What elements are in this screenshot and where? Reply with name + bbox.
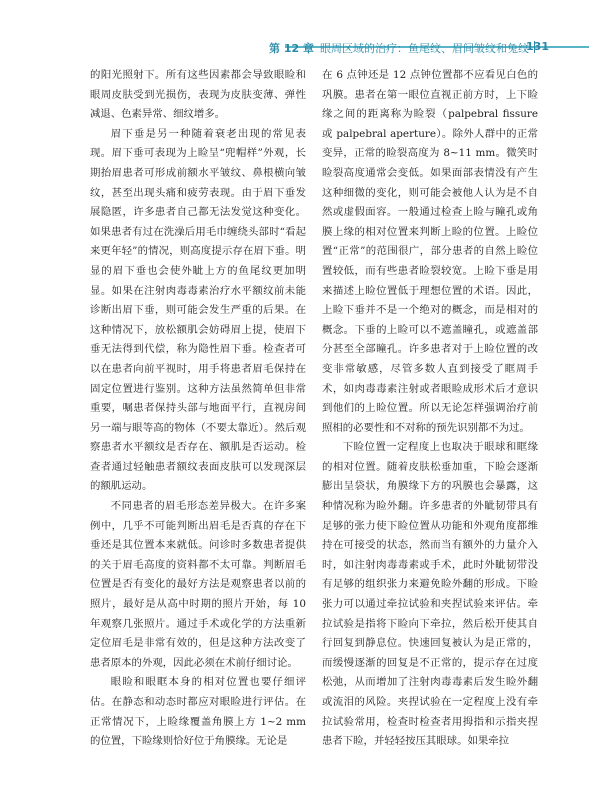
chapter-name: 眼周区域的治疗：鱼尾纹、眉间皱纹和兔纹 (320, 42, 529, 55)
running-header (0, 0, 589, 62)
paragraph: 的阳光照射下。所有这些因素都会导致眼睑和眼周皮肤受到光损伤，表现为皮肤变薄、弹性减退、色素异常、细纹增多。 (90, 69, 306, 121)
paragraph: 下睑位置一定程度上也取决于眼球和眶缘的相对位置。随着皮肤松垂加重，下睑会逐渐膨出呈袋状，角膜缘下方的巩膜也会暴露，这种情况称为睑外翻。许多患者的外眦韧带具有足够的张力使下睑位置从功能和外观角度都维持在可接受的状态，然而当有额外的力量介入时，如注射肉毒毒素或手术，此时外眦韧带没有足够的组织张力来避免睑外翻的形成。下睑张力可以通过牵拉试验和夹捏试验来评估。牵拉试验是指将下睑向下牵拉，然后松开使其自行回复到静息位。快速回复被认为是正常的，而缓慢逐渐的回复是不正常的，提示存在过度松弛，从而增加了注射肉毒毒素后发生睑外翻或流泪的风险。夹捏试验在一定程度上没有牵拉试验常用，检查时检查者用拇指和示指夹捏患者下睑，并轻轻按压其眼球。如果牵拉 (322, 441, 538, 748)
paragraph: 在 6 点钟还是 12 点钟位置都不应看见白色的巩膜。患者在第一眼位直视正前方时，上下睑缘之间的距离称为睑裂（palpebral fissure 或 palpebral aperture）。除外人群中的正常变异，正常的睑裂高度为 8~11 mm。微笑时睑裂高度通常会变低。如果面部表情没有产生这种细微的变化，则可能会被他人认为是不自然或虚假面容。一般通过检查上睑与瞳孔或角膜上缘的相对位置来判断上睑的位置。上睑位置“正常”的范围很广，部分患者的自然上睑位置较低，而有些患者睑裂较宽。上睑下垂是用来描述上睑位置低于理想位置的术语。因此，上睑下垂并不是一个绝对的概念，而是相对的概念。下垂的上睑可以不遮盖瞳孔，或遮盖部分甚至全部瞳孔。许多患者对于上睑位置的改变非常敏感，尽管多数人直到接受了眶周手术，如肉毒毒素注射或者眼睑成形术后才意识到他们的上睑位置。所以无论怎样强调治疗前照相的必要性和不对称的预先识别都不为过。 (322, 69, 538, 434)
chapter-number: 第 12 章 (269, 42, 314, 55)
right-column (322, 66, 538, 752)
paragraph: 眼睑和眼眶本身的相对位置也要仔细评估。在静态和动态时都应对眼睑进行评估。在正常情况下，上睑缘覆盖角膜上方 1~2 mm 的位置，下睑缘则恰好位于角膜缘。无论是 (90, 676, 306, 748)
paragraph: 不同患者的眉毛形态差异极大。在许多案例中，几乎不可能判断出眉毛是否真的存在下垂还是其位置本来就低。问诊时多数患者提供的关于眉毛高度的资料都不太可靠。判断眉毛位置是否有变化的最好方法是观察患者以前的照片，最好是从高中时期的照片开始，每 10 年观察几张照片。通过手术或化学的方法重新定位眉毛是非常有效的，但是这种方法改变了患者原本的外观，因此必须在术前仔细讨论。 (90, 500, 306, 669)
chapter-title (269, 40, 529, 56)
left-column (90, 66, 306, 752)
page-number: 131 (526, 40, 549, 53)
paragraph: 眉下垂是另一种随着衰老出现的常见表现。眉下垂可表现为上睑呈“兜帽样”外观，长期抬眉患者可形成前额水平皱纹、鼻根横向皱纹，甚至出现头痛和疲劳表现。由于眉下垂发展隐匿，许多患者自己都无法发觉这种变化。如果患者有过在洗澡后用毛巾缠绕头部时“看起来更年轻”的情况，则高度提示存在眉下垂。明显的眉下垂也会使外眦上方的鱼尾纹更加明显。如果在注射肉毒毒素治疗水平额纹前未能诊断出眉下垂，则可能会发生严重的后果。在这种情况下，放松额肌会妨碍眉上提，使眉下垂无法得到代偿，称为隐性眉下垂。检查者可以在患者向前平视时，用手将患者眉毛保持在固定位置进行鉴别。这种方法虽然简单但非常重要，嘱患者保持头部与地面平行，直视房间另一端与眼等高的物体（不要太靠近）。然后观察患者水平额纹是否存在、额肌是否运动。检查者通过轻触患者额纹表面皮肤可以发现深层的额肌运动。 (90, 127, 306, 493)
